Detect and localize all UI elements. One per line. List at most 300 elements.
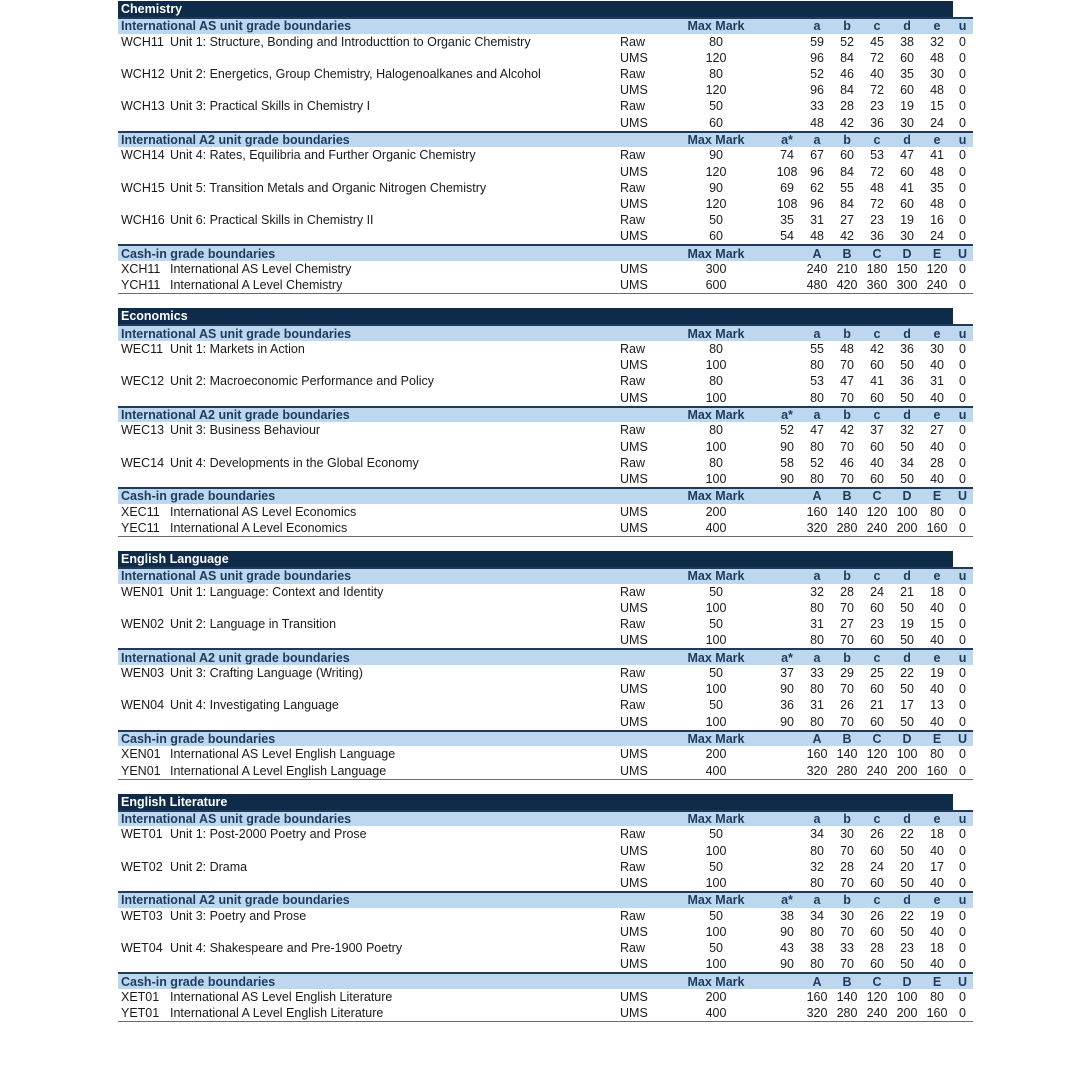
unit-code: WEN04 <box>121 698 165 713</box>
grade-boundary: 32 <box>810 584 824 599</box>
grade-boundary: 30 <box>892 228 922 245</box>
grade-boundary: 36 <box>900 342 914 357</box>
empty-cell <box>118 875 170 892</box>
section-header-label: Cash-in grade boundaries <box>118 731 660 747</box>
grade-boundary: 140 <box>836 990 858 1005</box>
unit-code: WET01 <box>121 827 163 842</box>
grade-boundary: 40 <box>930 682 944 697</box>
grade-header: c <box>862 132 892 148</box>
mark-type: UMS <box>620 875 660 892</box>
grade-boundary: 0 <box>959 358 966 373</box>
grade-header: A <box>802 488 832 504</box>
qualification-title: International A Level Chemistry <box>170 277 620 294</box>
grade-boundary: 0 <box>959 859 966 874</box>
max-mark: 50 <box>709 666 723 681</box>
grade-header: B <box>832 245 862 261</box>
empty-cell <box>118 357 170 373</box>
grade-boundary: 240 <box>862 763 892 780</box>
mark-type: UMS <box>620 439 648 454</box>
unit-ums-row <box>118 875 973 892</box>
grade-boundary: 52 <box>810 455 824 470</box>
empty-cell <box>772 34 802 50</box>
unit-ums-row <box>118 632 973 649</box>
unit-ums-row <box>118 956 973 973</box>
max-mark: 80 <box>709 34 723 49</box>
empty-cell <box>170 439 620 455</box>
grade-header: e <box>922 568 952 584</box>
empty-cell <box>772 390 802 407</box>
empty-cell <box>772 989 802 1005</box>
unit-code: WEC12 <box>121 374 165 389</box>
grade-boundary: 15 <box>930 617 944 632</box>
grade-boundary: 50 <box>900 439 914 454</box>
empty-cell <box>772 811 802 827</box>
astar-boundary: 90 <box>780 924 794 939</box>
grade-boundary: 160 <box>806 504 828 519</box>
section-header-row <box>118 407 973 423</box>
max-mark: 50 <box>709 827 723 842</box>
grade-boundary: 28 <box>840 99 854 114</box>
grade-boundary: 48 <box>930 164 944 179</box>
grade-boundary: 160 <box>806 990 828 1005</box>
grade-header: b <box>832 811 862 827</box>
grade-header: e <box>922 325 952 341</box>
grade-boundary: 23 <box>900 941 914 956</box>
section-header-label: International AS unit grade boundaries <box>118 568 660 584</box>
mark-type: UMS <box>620 956 660 973</box>
qualification-code: YEC11 <box>118 520 170 537</box>
section-header-row <box>118 731 973 747</box>
grade-boundary: 96 <box>810 83 824 98</box>
grade-boundary: 0 <box>959 455 966 470</box>
grade-boundary: 0 <box>952 520 973 537</box>
mark-type: Raw <box>620 148 646 163</box>
grade-boundary: 70 <box>832 956 862 973</box>
unit-ums-row <box>118 681 973 697</box>
max-mark-header: Max Mark <box>660 892 772 908</box>
grade-boundary: 50 <box>892 875 922 892</box>
mark-type: Raw <box>620 455 646 470</box>
grade-boundary: 80 <box>810 600 824 615</box>
grade-boundary: 35 <box>900 67 914 82</box>
grade-boundary: 40 <box>922 956 952 973</box>
unit-raw-row <box>118 584 973 600</box>
grade-boundary: 19 <box>900 99 914 114</box>
grade-boundary: 280 <box>832 520 862 537</box>
mark-type: UMS <box>620 164 648 179</box>
empty-cell <box>170 196 620 212</box>
mark-type: Raw <box>620 67 646 82</box>
empty-cell <box>118 600 170 616</box>
grade-boundary: 240 <box>922 277 952 294</box>
grade-boundary: 40 <box>870 67 884 82</box>
grade-boundary: 80 <box>930 747 944 762</box>
section-header-label: International A2 unit grade boundaries <box>118 892 660 908</box>
grade-boundary: 100 <box>896 747 918 762</box>
unit-code: WCH12 <box>121 67 165 82</box>
grade-boundary: 0 <box>959 682 966 697</box>
max-mark: 200 <box>705 504 727 519</box>
grade-boundary: 0 <box>959 67 966 82</box>
unit-ums-row <box>118 714 973 731</box>
empty-cell <box>772 357 802 373</box>
grade-boundary: 60 <box>900 196 914 211</box>
max-mark: 80 <box>709 374 723 389</box>
grade-boundary: 28 <box>840 584 854 599</box>
cash-in-row <box>118 504 973 520</box>
unit-title: Unit 1: Language: Context and Identity <box>170 584 384 599</box>
grade-boundary: 240 <box>862 520 892 537</box>
mark-type: UMS <box>620 262 648 277</box>
empty-cell <box>772 1005 802 1022</box>
unit-raw-row <box>118 34 973 50</box>
empty-cell <box>772 82 802 98</box>
grade-boundary: 60 <box>862 471 892 488</box>
grade-boundary: 70 <box>832 390 862 407</box>
grade-header: U <box>952 731 973 747</box>
grade-header: c <box>862 18 892 34</box>
grade-header: e <box>922 132 952 148</box>
cash-in-row <box>118 261 973 277</box>
max-mark-header: Max Mark <box>660 488 772 504</box>
astar-boundary: 52 <box>780 423 794 438</box>
grade-boundary: 0 <box>959 213 966 228</box>
grade-header: u <box>952 407 973 423</box>
grade-boundary: 41 <box>930 148 944 163</box>
grade-boundary: 60 <box>900 164 914 179</box>
grade-boundary: 240 <box>806 262 828 277</box>
unit-ums-row <box>118 471 973 488</box>
grade-boundary: 31 <box>810 617 824 632</box>
grade-boundary: 300 <box>892 277 922 294</box>
grade-boundary: 60 <box>840 148 854 163</box>
section-header-label: International A2 unit grade boundaries <box>118 407 660 423</box>
grade-boundary: 120 <box>866 747 888 762</box>
empty-cell <box>170 924 620 940</box>
subject-title: English Literature <box>118 794 953 810</box>
grade-boundary: 23 <box>870 213 884 228</box>
grade-boundary: 30 <box>892 115 922 132</box>
mark-type: UMS <box>620 520 660 537</box>
grade-header: d <box>892 18 922 34</box>
grade-boundary: 0 <box>952 471 973 488</box>
grade-boundary: 80 <box>810 843 824 858</box>
grade-header: D <box>892 488 922 504</box>
grade-boundary: 280 <box>832 763 862 780</box>
grade-boundary: 84 <box>840 196 854 211</box>
section-header-label: International AS unit grade boundaries <box>118 18 660 34</box>
unit-title: Unit 4: Shakespeare and Pre-1900 Poetry <box>170 941 403 956</box>
grade-header: e <box>922 811 952 827</box>
section-header-row <box>118 649 973 665</box>
max-mark: 80 <box>709 423 723 438</box>
grade-boundary: 0 <box>959 666 966 681</box>
max-mark: 80 <box>709 67 723 82</box>
grade-boundary: 140 <box>836 504 858 519</box>
grade-boundary: 0 <box>959 600 966 615</box>
max-mark-header: Max Mark <box>660 568 772 584</box>
section-header-row <box>118 568 973 584</box>
mark-type: Raw <box>620 180 646 195</box>
grade-boundary: 32 <box>930 34 944 49</box>
unit-ums-row <box>118 439 973 455</box>
empty-cell <box>170 115 620 132</box>
empty-cell <box>772 826 802 842</box>
unit-code: WCH11 <box>121 34 164 49</box>
grade-boundary: 30 <box>840 908 854 923</box>
empty-cell <box>170 681 620 697</box>
section-header-label: Cash-in grade boundaries <box>118 973 660 989</box>
grade-boundary: 53 <box>810 374 824 389</box>
grade-boundary: 41 <box>900 180 914 195</box>
section-header-label: Cash-in grade boundaries <box>118 488 660 504</box>
empty-cell <box>118 50 170 66</box>
unit-code: WEC11 <box>121 342 164 357</box>
grade-boundary: 53 <box>870 148 884 163</box>
grade-header: U <box>952 245 973 261</box>
grade-boundary: 48 <box>930 50 944 65</box>
empty-cell <box>118 196 170 212</box>
grade-boundary: 67 <box>810 148 824 163</box>
grade-boundary: 26 <box>870 908 884 923</box>
max-mark: 50 <box>709 859 723 874</box>
grade-boundary: 80 <box>930 990 944 1005</box>
grade-boundary: 0 <box>959 504 966 519</box>
grade-boundary: 37 <box>870 423 884 438</box>
grade-boundary: 80 <box>810 682 824 697</box>
empty-cell <box>772 875 802 892</box>
empty-cell <box>772 600 802 616</box>
grade-boundary: 26 <box>840 698 854 713</box>
empty-cell <box>170 714 620 731</box>
grade-header: u <box>952 325 973 341</box>
grade-boundary: 200 <box>892 763 922 780</box>
max-mark-header: Max Mark <box>660 649 772 665</box>
astar-boundary: 90 <box>780 439 794 454</box>
grade-boundary: 36 <box>862 228 892 245</box>
grade-boundary: 80 <box>810 358 824 373</box>
unit-title: Unit 3: Business Behaviour <box>170 423 321 438</box>
mark-type: Raw <box>620 617 646 632</box>
grade-boundary: 60 <box>870 358 884 373</box>
grade-boundary: 32 <box>810 859 824 874</box>
grade-boundary: 60 <box>870 843 884 858</box>
grade-boundary: 0 <box>959 439 966 454</box>
unit-raw-row <box>118 147 973 163</box>
grade-boundary: 26 <box>870 827 884 842</box>
mark-type: Raw <box>620 99 646 114</box>
qualification-code: YEN01 <box>118 763 170 780</box>
empty-cell <box>772 632 802 649</box>
grade-boundary: 22 <box>900 908 914 923</box>
grade-boundary: 120 <box>866 504 888 519</box>
grade-header: d <box>892 407 922 423</box>
grade-boundary: 60 <box>870 439 884 454</box>
grade-boundary: 52 <box>840 34 854 49</box>
grade-header: C <box>862 245 892 261</box>
grade-header: d <box>892 132 922 148</box>
unit-title: Unit 4: Rates, Equilibria and Further Organic Chemistry <box>170 148 476 163</box>
astar-boundary: 108 <box>776 196 798 211</box>
grade-boundary: 160 <box>806 747 828 762</box>
grade-boundary: 50 <box>900 600 914 615</box>
unit-title: Unit 2: Language in Transition <box>170 617 337 632</box>
grade-boundary: 48 <box>870 180 884 195</box>
grade-boundary: 0 <box>959 196 966 211</box>
grade-boundary: 42 <box>832 228 862 245</box>
empty-cell <box>772 568 802 584</box>
grade-boundary: 46 <box>840 67 854 82</box>
unit-raw-row <box>118 859 973 875</box>
grade-boundary: 34 <box>900 455 914 470</box>
grade-header: u <box>952 568 973 584</box>
empty-cell <box>118 924 170 940</box>
grade-boundary: 84 <box>840 164 854 179</box>
unit-code: WET03 <box>121 908 163 923</box>
mark-type: Raw <box>620 827 646 842</box>
empty-cell <box>772 843 802 859</box>
mark-type: UMS <box>620 747 648 762</box>
unit-ums-row <box>118 843 973 859</box>
grade-boundary: 80 <box>810 439 824 454</box>
grade-header: u <box>952 132 973 148</box>
grade-boundary: 29 <box>840 666 854 681</box>
grade-boundary: 50 <box>900 924 914 939</box>
section-header-label: International A2 unit grade boundaries <box>118 132 660 148</box>
grade-boundary: 40 <box>870 455 884 470</box>
grade-boundary: 50 <box>900 843 914 858</box>
grade-boundary: 0 <box>959 180 966 195</box>
empty-cell <box>170 390 620 407</box>
grade-boundary: 48 <box>930 83 944 98</box>
empty-cell <box>772 245 802 261</box>
grade-boundary: 55 <box>810 342 824 357</box>
grade-boundary: 19 <box>900 213 914 228</box>
grade-boundary: 50 <box>900 358 914 373</box>
unit-code: WEN02 <box>121 617 165 632</box>
mark-type: Raw <box>620 342 646 357</box>
grade-boundary: 70 <box>832 471 862 488</box>
grade-boundary: 120 <box>866 990 888 1005</box>
astar-boundary: 58 <box>780 455 794 470</box>
grade-boundary: 18 <box>930 584 944 599</box>
unit-code: WET04 <box>121 941 163 956</box>
grade-header: d <box>892 892 922 908</box>
empty-cell <box>118 228 170 245</box>
section-header-label: International AS unit grade boundaries <box>118 811 660 827</box>
grade-boundary: 24 <box>922 115 952 132</box>
grade-boundary: 80 <box>802 875 832 892</box>
empty-cell <box>170 956 620 973</box>
grade-boundary: 240 <box>862 1005 892 1022</box>
subject-block <box>118 794 968 1023</box>
empty-cell <box>772 261 802 277</box>
grade-boundary: 40 <box>922 471 952 488</box>
unit-raw-row <box>118 697 973 713</box>
grade-boundary: 47 <box>840 374 854 389</box>
grade-boundary: 0 <box>959 941 966 956</box>
max-mark: 600 <box>660 277 772 294</box>
grade-header: B <box>832 488 862 504</box>
mark-type: Raw <box>620 941 646 956</box>
grade-header: a <box>802 18 832 34</box>
grade-boundary: 40 <box>930 358 944 373</box>
mark-type: Raw <box>620 859 646 874</box>
grade-boundary: 34 <box>810 827 824 842</box>
grade-boundary: 0 <box>959 747 966 762</box>
empty-cell <box>170 164 620 180</box>
grade-boundary: 40 <box>922 390 952 407</box>
grade-header: u <box>952 18 973 34</box>
grade-header: B <box>832 731 862 747</box>
empty-cell <box>772 18 802 34</box>
empty-cell <box>118 115 170 132</box>
unit-raw-row <box>118 98 973 114</box>
grade-boundary: 0 <box>959 99 966 114</box>
grade-boundary: 0 <box>959 843 966 858</box>
grade-boundary-table <box>118 17 973 294</box>
empty-cell <box>772 115 802 132</box>
grade-header: e <box>922 18 952 34</box>
grade-boundary: 50 <box>892 714 922 731</box>
unit-title: Unit 5: Transition Metals and Organic Nitrogen Chemistry <box>170 180 487 195</box>
section-header-row <box>118 892 973 908</box>
empty-cell <box>118 82 170 98</box>
empty-cell <box>772 277 802 294</box>
mark-type: UMS <box>620 358 648 373</box>
empty-cell <box>170 82 620 98</box>
grade-header: C <box>862 488 892 504</box>
grade-boundary: 36 <box>862 115 892 132</box>
grade-boundary: 40 <box>930 843 944 858</box>
grade-boundary: 60 <box>862 875 892 892</box>
grade-boundary: 180 <box>866 262 888 277</box>
grade-boundary: 70 <box>840 358 854 373</box>
grade-boundary: 200 <box>892 520 922 537</box>
grade-boundary: 50 <box>892 632 922 649</box>
subject-title: Economics <box>118 308 953 324</box>
max-mark-header: Max Mark <box>660 325 772 341</box>
empty-cell <box>118 956 170 973</box>
grade-boundary: 96 <box>810 196 824 211</box>
section-header-row <box>118 132 973 148</box>
max-mark: 100 <box>660 875 772 892</box>
grade-boundary: 18 <box>930 827 944 842</box>
grade-boundary-table <box>118 567 973 780</box>
cash-in-row <box>118 989 973 1005</box>
grade-boundary: 60 <box>900 83 914 98</box>
max-mark: 400 <box>660 1005 772 1022</box>
empty-cell <box>772 731 802 747</box>
grade-boundary: 0 <box>959 50 966 65</box>
max-mark: 100 <box>660 471 772 488</box>
mark-type: Raw <box>620 374 646 389</box>
section-header-row <box>118 18 973 34</box>
unit-code: WCH16 <box>121 213 165 228</box>
empty-cell <box>118 714 170 731</box>
qualification-code: YCH11 <box>118 277 170 294</box>
grade-boundary: 38 <box>810 941 824 956</box>
max-mark: 100 <box>660 390 772 407</box>
astar-grade-header: a* <box>772 407 802 423</box>
grade-boundary: 210 <box>836 262 858 277</box>
grade-boundary: 34 <box>810 908 824 923</box>
grade-boundary: 31 <box>930 374 944 389</box>
grade-header: D <box>892 973 922 989</box>
grade-boundary: 0 <box>952 277 973 294</box>
grade-header: b <box>832 325 862 341</box>
grade-boundary: 48 <box>840 342 854 357</box>
